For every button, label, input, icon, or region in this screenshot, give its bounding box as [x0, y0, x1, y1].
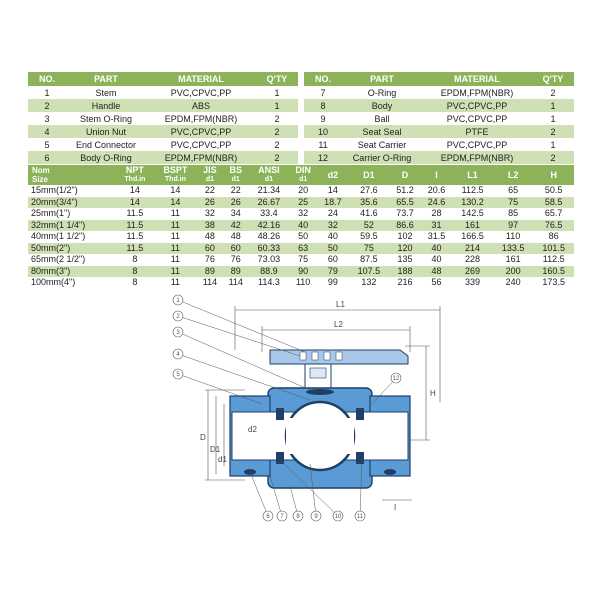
- dims-cell-size: 65mm(2 1/2"): [28, 254, 116, 266]
- dims-cell: 160.5: [533, 266, 574, 278]
- dims-cell: 27.6: [349, 185, 390, 197]
- callout-number: 5: [176, 372, 180, 378]
- parts-cell-qty: 1: [532, 99, 574, 112]
- handle-slot: [336, 352, 342, 360]
- dims-cell: 60: [317, 254, 349, 266]
- dims-cell: 50.5: [533, 185, 574, 197]
- callout-leader: [178, 374, 262, 404]
- parts-cell-material: PVC,CPVC,PP: [422, 112, 532, 125]
- callout-leader: [178, 300, 305, 352]
- parts-header-row: [28, 72, 298, 86]
- dims-cell: 99: [317, 277, 349, 289]
- dims-cell: 110: [493, 231, 534, 243]
- header-D: D: [389, 165, 421, 185]
- dims-cell: 73.03: [249, 254, 290, 266]
- dims-cell: 24.6: [421, 197, 453, 209]
- dims-cell: 40: [421, 243, 453, 255]
- dims-row: [28, 220, 574, 232]
- parts-cell-no: 10: [304, 125, 342, 138]
- header-din-label: DIN: [295, 165, 311, 175]
- dims-row: [28, 185, 574, 197]
- dims-cell-size: 100mm(4"): [28, 277, 116, 289]
- handle-slot: [300, 352, 306, 360]
- header-no: NO.: [28, 72, 66, 86]
- header-ansi: [249, 165, 290, 185]
- parts-cell-material: EPDM,FPM(NBR): [422, 86, 532, 99]
- dims-cell: 89: [223, 266, 249, 278]
- dims-cell-size: 15mm(1/2"): [28, 185, 116, 197]
- header-D1: D1: [349, 165, 390, 185]
- dims-cell: 40: [289, 220, 317, 232]
- dims-cell: 48: [223, 231, 249, 243]
- parts-cell-part: Stem O-Ring: [66, 112, 146, 125]
- label-H: H: [430, 389, 436, 398]
- dims-cell: 48: [197, 231, 223, 243]
- parts-cell-no: 11: [304, 138, 342, 151]
- dims-cell: 114.3: [249, 277, 290, 289]
- callout-number: 6: [266, 514, 270, 520]
- dims-cell: 11: [154, 254, 197, 266]
- dims-cell-size: 20mm(3/4"): [28, 197, 116, 209]
- dims-cell: 90: [289, 266, 317, 278]
- parts-cell-material: PTFE: [422, 125, 532, 138]
- dims-cell: 20.6: [421, 185, 453, 197]
- parts-cell-material: EPDM,FPM(NBR): [146, 112, 256, 125]
- dims-cell: 32: [317, 220, 349, 232]
- dims-cell: 76: [197, 254, 223, 266]
- dims-cell: 65.7: [533, 208, 574, 220]
- header-bspt: [154, 165, 197, 185]
- dims-cell: 11: [154, 231, 197, 243]
- parts-row: [304, 138, 574, 151]
- dims-cell: 188: [389, 266, 421, 278]
- dims-cell: 73.7: [389, 208, 421, 220]
- dims-cell: 20: [289, 185, 317, 197]
- dimensions-table: [28, 165, 574, 289]
- dims-cell: 31.5: [421, 231, 453, 243]
- dims-cell: 48: [421, 266, 453, 278]
- parts-cell-part: End Connector: [66, 138, 146, 151]
- header-no: NO.: [304, 72, 342, 86]
- dims-cell: 135: [389, 254, 421, 266]
- dims-cell: 86: [533, 231, 574, 243]
- header-part: PART: [342, 72, 422, 86]
- dims-cell: 32: [289, 208, 317, 220]
- dims-cell: 101.5: [533, 243, 574, 255]
- dims-cell: 40: [421, 254, 453, 266]
- header-qty: Q'TY: [256, 72, 298, 86]
- dims-cell: 26: [197, 197, 223, 209]
- handle-slot: [324, 352, 330, 360]
- parts-cell-part: Seat Carrier: [342, 138, 422, 151]
- dims-cell: 216: [389, 277, 421, 289]
- dims-cell: 25: [289, 197, 317, 209]
- dims-cell: 11.5: [116, 231, 154, 243]
- dims-cell: 75: [349, 243, 390, 255]
- callout-leader: [178, 316, 300, 356]
- parts-table-right: [304, 72, 574, 164]
- parts-cell-part: Union Nut: [66, 125, 146, 138]
- parts-row: [28, 86, 298, 99]
- header-bs: [223, 165, 249, 185]
- parts-cell-material: EPDM,FPM(NBR): [422, 151, 532, 164]
- parts-header-row: [304, 72, 574, 86]
- header-part: PART: [66, 72, 146, 86]
- parts-cell-qty: 2: [532, 151, 574, 164]
- dims-cell: 52: [349, 220, 390, 232]
- dims-cell: 50: [317, 243, 349, 255]
- header-jis: [197, 165, 223, 185]
- dims-cell: 161: [452, 220, 493, 232]
- callout-number: 12: [392, 376, 400, 382]
- dims-row: [28, 266, 574, 278]
- label-d2: d2: [248, 425, 257, 434]
- dims-cell: 200: [493, 266, 534, 278]
- label-D1: D1: [210, 445, 221, 454]
- parts-cell-material: PVC,CPVC,PP: [146, 138, 256, 151]
- dims-row: [28, 277, 574, 289]
- dims-cell: 11: [154, 266, 197, 278]
- dims-cell: 142.5: [452, 208, 493, 220]
- dims-cell: 76.5: [533, 220, 574, 232]
- parts-cell-no: 12: [304, 151, 342, 164]
- parts-cell-no: 4: [28, 125, 66, 138]
- dims-cell: 85: [493, 208, 534, 220]
- header-din-sub: d1: [299, 176, 308, 183]
- dims-cell: 132: [349, 277, 390, 289]
- label-I: I: [394, 503, 397, 512]
- header-material: MATERIAL: [422, 72, 532, 86]
- body-o-ring: [384, 469, 396, 475]
- dims-header-row: [28, 165, 574, 185]
- dims-cell: 87.5: [349, 254, 390, 266]
- dims-cell: 21.34: [249, 185, 290, 197]
- header-jis-label: JIS: [203, 165, 217, 175]
- label-L1: L1: [336, 300, 345, 309]
- dims-cell: 112.5: [452, 185, 493, 197]
- label-L2: L2: [334, 320, 343, 329]
- dims-cell: 97: [493, 220, 534, 232]
- dims-cell-size: 80mm(3"): [28, 266, 116, 278]
- label-d1: d1: [218, 455, 227, 464]
- dims-cell: 75: [289, 254, 317, 266]
- ball-bore: [286, 418, 354, 454]
- parts-row: [304, 86, 574, 99]
- parts-cell-qty: 1: [532, 112, 574, 125]
- dims-cell: 8: [116, 254, 154, 266]
- dims-cell: 14: [116, 197, 154, 209]
- dims-cell: 42: [223, 220, 249, 232]
- dims-cell: 32: [197, 208, 223, 220]
- parts-cell-no: 6: [28, 151, 66, 164]
- parts-cell-no: 5: [28, 138, 66, 151]
- dims-cell: 22: [197, 185, 223, 197]
- header-material: MATERIAL: [146, 72, 256, 86]
- parts-row: [28, 151, 298, 164]
- valve-cross-section-drawing: [150, 292, 450, 522]
- dims-cell: 79: [317, 266, 349, 278]
- parts-row: [28, 99, 298, 112]
- dims-row: [28, 254, 574, 266]
- dims-cell: 173.5: [533, 277, 574, 289]
- parts-cell-qty: 1: [532, 138, 574, 151]
- dims-cell: 14: [154, 185, 197, 197]
- dims-cell: 112.5: [533, 254, 574, 266]
- parts-cell-qty: 2: [532, 125, 574, 138]
- dims-cell: 8: [116, 266, 154, 278]
- callout-number: 4: [176, 352, 180, 358]
- dims-cell: 11: [154, 220, 197, 232]
- dims-cell: 11.5: [116, 220, 154, 232]
- dims-cell: 58.5: [533, 197, 574, 209]
- seat-seal: [356, 452, 364, 464]
- dims-cell: 38: [197, 220, 223, 232]
- parts-table-left: [28, 72, 298, 164]
- dims-cell: 269: [452, 266, 493, 278]
- dims-cell: 76: [223, 254, 249, 266]
- callout-number: 1: [176, 298, 180, 304]
- parts-row: [304, 112, 574, 125]
- parts-cell-no: 3: [28, 112, 66, 125]
- dims-cell: 75: [493, 197, 534, 209]
- dims-cell: 11: [154, 277, 197, 289]
- parts-cell-material: PVC,CPVC,PP: [146, 86, 256, 99]
- parts-cell-part: Body O-Ring: [66, 151, 146, 164]
- dims-cell: 56: [421, 277, 453, 289]
- parts-cell-qty: 2: [256, 112, 298, 125]
- dims-cell: 28: [421, 208, 453, 220]
- parts-cell-part: Body: [342, 99, 422, 112]
- dims-cell: 228: [452, 254, 493, 266]
- header-bs-sub: d1: [231, 176, 240, 183]
- header-din: [289, 165, 317, 185]
- dims-cell: 89: [197, 266, 223, 278]
- dims-cell: 59.5: [349, 231, 390, 243]
- dims-cell: 51.2: [389, 185, 421, 197]
- dims-cell: 65.5: [389, 197, 421, 209]
- parts-cell-material: PVC,CPVC,PP: [422, 138, 532, 151]
- dims-cell: 11.5: [116, 208, 154, 220]
- dims-row: [28, 208, 574, 220]
- parts-cell-qty: 2: [256, 138, 298, 151]
- dims-cell: 34: [223, 208, 249, 220]
- dims-cell: 31: [421, 220, 453, 232]
- dims-cell: 41.6: [349, 208, 390, 220]
- dims-cell: 18.7: [317, 197, 349, 209]
- parts-cell-qty: 1: [256, 86, 298, 99]
- dims-cell: 50: [289, 231, 317, 243]
- parts-cell-material: PVC,CPVC,PP: [146, 125, 256, 138]
- dims-cell: 161: [493, 254, 534, 266]
- dims-row: [28, 231, 574, 243]
- header-size-label: Size: [32, 175, 49, 184]
- header-ansi-label: ANSI: [258, 165, 280, 175]
- dims-cell: 8: [116, 277, 154, 289]
- header-npt-sub: Thd.in: [124, 176, 146, 183]
- dims-cell: 107.5: [349, 266, 390, 278]
- dims-cell-size: 32mm(1 1/4"): [28, 220, 116, 232]
- dims-cell: 63: [289, 243, 317, 255]
- header-L1: L1: [452, 165, 493, 185]
- header-size: [28, 165, 116, 185]
- parts-cell-material: PVC,CPVC,PP: [422, 99, 532, 112]
- dims-cell: 11: [154, 208, 197, 220]
- seat-seal: [356, 408, 364, 420]
- parts-cell-no: 8: [304, 99, 342, 112]
- header-bs-label: BS: [229, 165, 242, 175]
- parts-cell-part: Carrier O-Ring: [342, 151, 422, 164]
- parts-cell-qty: 1: [256, 99, 298, 112]
- stem-o-ring: [306, 389, 334, 395]
- dims-cell: 42.16: [249, 220, 290, 232]
- header-qty: Q'TY: [532, 72, 574, 86]
- parts-cell-no: 1: [28, 86, 66, 99]
- dims-cell: 60.33: [249, 243, 290, 255]
- parts-cell-part: Seat Seal: [342, 125, 422, 138]
- seat-seal: [276, 408, 284, 420]
- dims-cell: 14: [317, 185, 349, 197]
- dims-cell: 60: [197, 243, 223, 255]
- parts-cell-no: 7: [304, 86, 342, 99]
- dims-cell: 214: [452, 243, 493, 255]
- callout-number: 11: [356, 514, 364, 520]
- dims-cell: 102: [389, 231, 421, 243]
- dims-cell: 60: [223, 243, 249, 255]
- parts-cell-part: Handle: [66, 99, 146, 112]
- dims-cell: 130.2: [452, 197, 493, 209]
- header-jis-sub: d1: [205, 176, 214, 183]
- header-d2: d2: [317, 165, 349, 185]
- header-I: I: [421, 165, 453, 185]
- dims-cell: 14: [154, 197, 197, 209]
- parts-cell-no: 2: [28, 99, 66, 112]
- parts-cell-material: EPDM,FPM(NBR): [146, 151, 256, 164]
- parts-cell-no: 9: [304, 112, 342, 125]
- dims-cell: 35.6: [349, 197, 390, 209]
- parts-row: [28, 138, 298, 151]
- label-D: D: [200, 433, 206, 442]
- parts-cell-part: Ball: [342, 112, 422, 125]
- parts-row: [28, 112, 298, 125]
- stem-nut: [310, 368, 326, 378]
- dims-cell: 40: [317, 231, 349, 243]
- parts-row: [304, 99, 574, 112]
- dims-cell: 11.5: [116, 243, 154, 255]
- header-npt-label: NPT: [125, 165, 144, 175]
- parts-cell-part: O-Ring: [342, 86, 422, 99]
- dims-cell-size: 25mm(1"): [28, 208, 116, 220]
- dims-cell: 120: [389, 243, 421, 255]
- dims-cell: 24: [317, 208, 349, 220]
- dims-cell: 110: [289, 277, 317, 289]
- dims-cell: 22: [223, 185, 249, 197]
- parts-cell-qty: 2: [532, 86, 574, 99]
- header-bspt-label: BSPT: [163, 165, 188, 175]
- handle-slot: [312, 352, 318, 360]
- dims-cell: 339: [452, 277, 493, 289]
- dims-cell: 33.4: [249, 208, 290, 220]
- header-bspt-sub: Thd.in: [164, 176, 186, 183]
- dims-cell: 166.5: [452, 231, 493, 243]
- callout-number: 9: [314, 514, 318, 520]
- header-H: H: [533, 165, 574, 185]
- dims-cell-size: 50mm(2"): [28, 243, 116, 255]
- callout-number: 10: [334, 514, 342, 520]
- dims-row: [28, 243, 574, 255]
- dims-cell: 48.26: [249, 231, 290, 243]
- parts-row: [304, 125, 574, 138]
- callout-leader: [250, 472, 268, 516]
- callout-number: 3: [176, 330, 180, 336]
- parts-row: [304, 151, 574, 164]
- header-L2: L2: [493, 165, 534, 185]
- dims-cell: 114: [223, 277, 249, 289]
- header-nom: Nom: [32, 166, 50, 175]
- dims-cell: 88.9: [249, 266, 290, 278]
- callout-number: 7: [280, 514, 284, 520]
- parts-cell-qty: 2: [256, 125, 298, 138]
- parts-row: [28, 125, 298, 138]
- dims-cell: 11: [154, 243, 197, 255]
- dims-cell: 26: [223, 197, 249, 209]
- dims-cell: 240: [493, 277, 534, 289]
- header-ansi-sub: d1: [264, 176, 274, 183]
- dims-cell: 86.6: [389, 220, 421, 232]
- dims-cell: 133.5: [493, 243, 534, 255]
- parts-cell-qty: 2: [256, 151, 298, 164]
- callout-number: 2: [176, 314, 180, 320]
- seat-seal: [276, 452, 284, 464]
- parts-cell-material: ABS: [146, 99, 256, 112]
- dims-cell: 114: [197, 277, 223, 289]
- dims-cell: 65: [493, 185, 534, 197]
- dims-cell: 26.67: [249, 197, 290, 209]
- dims-cell-size: 40mm(1 1/2"): [28, 231, 116, 243]
- parts-cell-part: Stem: [66, 86, 146, 99]
- dims-row: [28, 197, 574, 209]
- header-npt: [116, 165, 154, 185]
- callout-number: 8: [296, 514, 300, 520]
- dims-cell: 14: [116, 185, 154, 197]
